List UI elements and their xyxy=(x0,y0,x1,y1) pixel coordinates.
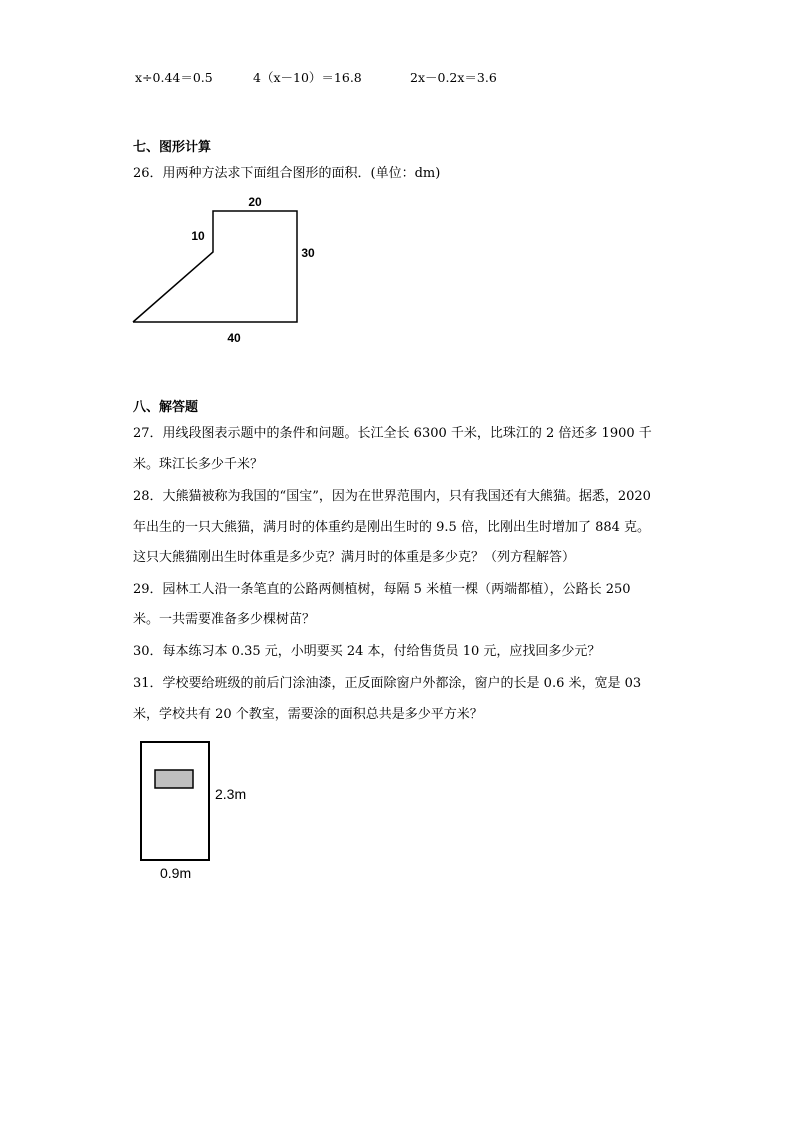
label-top: 20 xyxy=(248,195,262,209)
door-outline xyxy=(141,742,209,860)
question-28-line-3: 这只大熊猫刚出生时体重是多少克？满月时的体重是多少克？（列方程解答） xyxy=(133,550,576,565)
door-window xyxy=(155,770,193,788)
label-right: 30 xyxy=(301,246,315,260)
equation-3: 2x－0.2x＝3.6 xyxy=(410,70,497,85)
section-8-title: 八、解答题 xyxy=(133,400,199,415)
section-7-title: 七、图形计算 xyxy=(133,140,212,155)
label-bottom: 40 xyxy=(227,331,241,345)
door-height-label: 2.3m xyxy=(215,786,247,802)
question-29-line-2: 米。一共需要准备多少棵树苗？ xyxy=(133,612,316,627)
question-27-line-1: 27．用线段图表示题中的条件和问题。长江全长 6300 千米，比珠江的 2 倍还多 1900 千 xyxy=(133,426,652,441)
question-30-line-1: 30．每本练习本 0.35 元，小明要买 24 本，付给售货员 10 元，应找回多少元？ xyxy=(133,644,601,659)
door-figure xyxy=(130,735,270,885)
composite-figure xyxy=(120,190,340,350)
question-29-line-1: 29．园林工人沿一条笔直的公路两侧植树，每隔 5 米植一棵（两端都植），公路长 250 xyxy=(133,582,631,597)
door-width-label: 0.9m xyxy=(160,865,192,881)
question-27-line-2: 米。珠江长多少千米？ xyxy=(133,457,264,472)
composite-shape-outline xyxy=(133,211,297,322)
question-31-line-2: 米，学校共有 20 个教室，需要涂的面积总共是多少平方米？ xyxy=(133,707,483,722)
equation-2: 4（x－10）＝16.8 xyxy=(253,70,362,85)
equation-1: x÷0.44＝0.5 xyxy=(135,70,213,85)
question-28-line-2: 年出生的一只大熊猫，满月时的体重约是刚出生时的 9.5 倍，比刚出生时增加了 884 克。 xyxy=(133,520,651,535)
question-31-line-1: 31．学校要给班级的前后门涂油漆，正反面除窗户外都涂，窗户的长是 0.6 米，宽是 03 xyxy=(133,676,642,691)
label-left: 10 xyxy=(191,229,205,243)
question-26: 26．用两种方法求下面组合图形的面积．(单位：dm) xyxy=(133,166,441,181)
question-28-line-1: 28．大熊猫被称为我国的“国宝”，因为在世界范围内，只有我国还有大熊猫。据悉，2020 xyxy=(133,489,651,504)
